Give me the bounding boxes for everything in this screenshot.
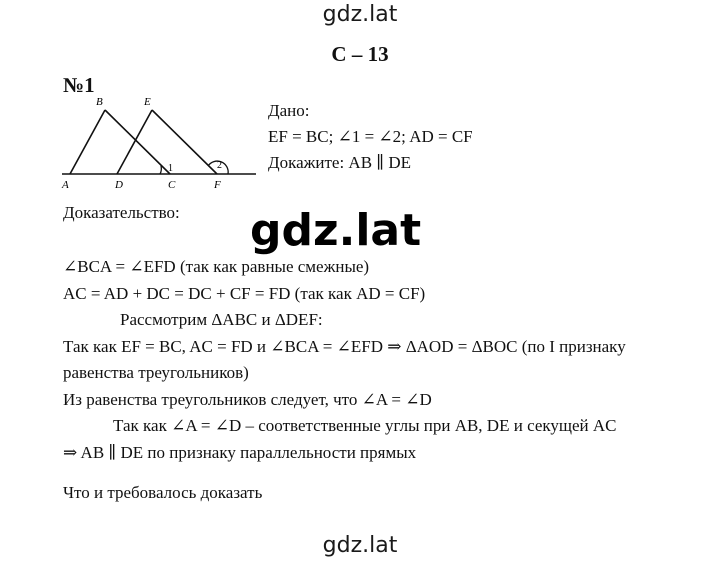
proof-line: равенства треугольников): [63, 363, 249, 382]
label-angle-2: 2: [217, 160, 222, 171]
segment-de: [117, 110, 152, 174]
proof-lines: [63, 254, 713, 466]
watermark-top: gdz.lat: [322, 2, 398, 27]
proof-line: Так как ∠A = ∠D – соответственные углы при AB, DE и секущей AC: [113, 416, 617, 435]
proof-line: Из равенства треугольников следует, что ∠A = ∠D: [63, 389, 432, 409]
watermark-bottom: gdz.lat: [322, 533, 398, 558]
segment-ab: [70, 110, 105, 174]
problem-number: №1: [63, 73, 95, 97]
label-f: F: [214, 179, 221, 191]
given-prove: Докажите: AB ∥ DE: [268, 153, 412, 172]
label-angle-1: 1: [168, 163, 173, 174]
given-block: [268, 98, 473, 176]
proof-conclusion: Что и требовалось доказать: [63, 483, 263, 502]
section-title: С – 13: [331, 42, 389, 66]
given-condition: EF = BC; ∠1 = ∠2; AD = CF: [268, 127, 473, 146]
proof-line: Так как EF = BC, AC = FD и ∠BCA = ∠EFD ⇒ ΔAOD = ΔBOC (по I признаку: [63, 336, 626, 356]
proof-line: Рассмотрим ΔABC и ΔDEF:: [120, 310, 323, 329]
angle-1-arc: [160, 166, 161, 174]
proof-heading: Доказательство:: [63, 203, 180, 222]
label-d: D: [115, 179, 123, 191]
segment-ef: [152, 110, 217, 174]
proof-line: AC = AD + DC = DC + CF = FD (так как AD = CF): [63, 283, 426, 303]
proof-line: ⇒ AB ∥ DE по признаку параллельности прямых: [63, 442, 417, 462]
given-title: Дано:: [268, 101, 310, 120]
proof-line: ∠BCA = ∠EFD (так как равные смежные): [63, 257, 370, 276]
label-a: A: [62, 179, 69, 191]
label-b: B: [96, 96, 103, 108]
watermark-middle: gdz.lat: [250, 205, 422, 256]
label-e: E: [144, 96, 151, 108]
segment-bc: [105, 110, 170, 174]
label-c: C: [168, 179, 176, 191]
geometry-figure: [60, 92, 260, 192]
